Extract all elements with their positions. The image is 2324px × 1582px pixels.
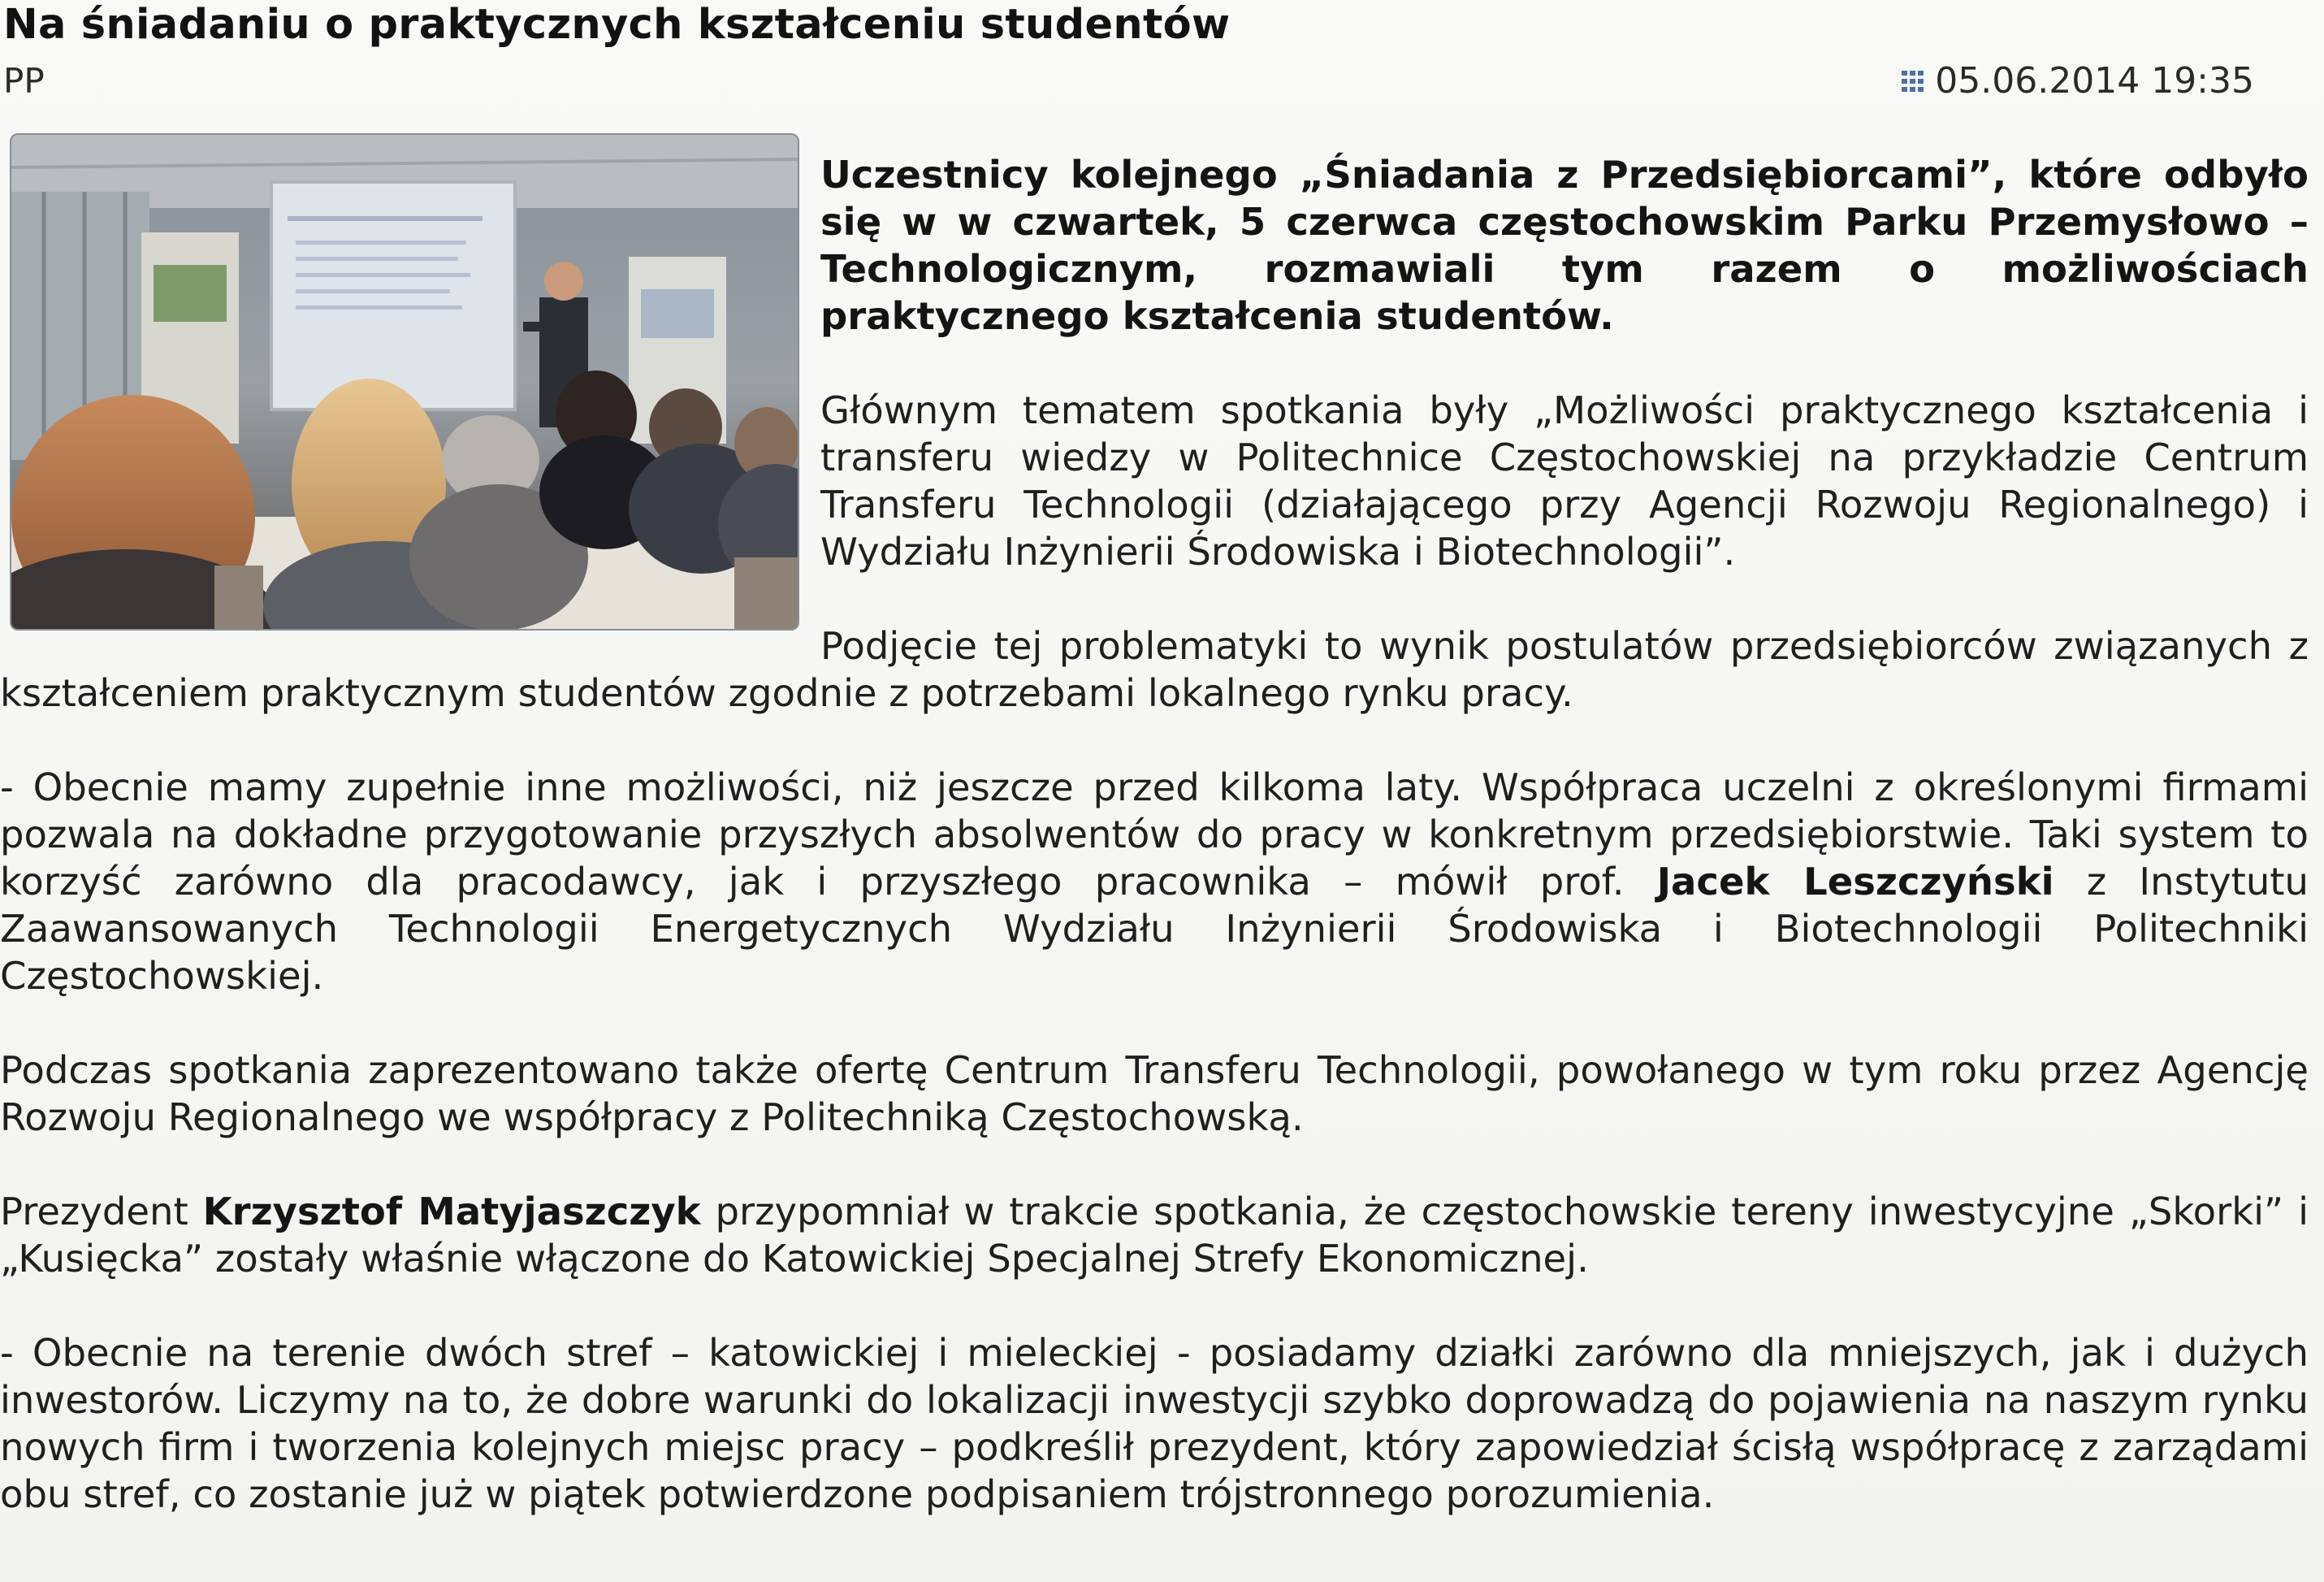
calendar-grid-icon	[1901, 69, 1925, 93]
person-name-matyjaszczyk: Krzysztof Matyjaszczyk	[202, 1190, 701, 1233]
article-author: PP	[3, 61, 45, 101]
article-paragraph-3	[0, 764, 2309, 999]
person-name-leszczynski: Jacek Leszczyński	[1656, 860, 2054, 904]
article-paragraph-2: Podjęcie tej problematyki to wynik postulatów przedsiębiorców związanych z kształceniem praktycznym studentów zgodnie z potrzebami lokalnego rynku pracy.	[0, 624, 2309, 715]
president-text: przypomniał w trakcie spotkania, że częstochowskie tereny inwestycyjne „Skorki” i „Kusięcka” zostały właśnie włączone do Katowickiej Specjalnej Strefy Ekonomicznej.	[0, 1190, 2309, 1281]
quote-text-2: z Instytutu Zaawansowanych Technologii Energetycznych Wydziału Inżynierii Środowiska i Biotechnologii Politechniki Częstochowskiej.	[0, 860, 2309, 998]
article-paragraph-1: Głównym tematem spotkania były „Możliwości praktycznego kształcenia i transferu wiedzy w Politechnice Częstochowskiej na przykładzie Centrum Transferu Technologii (działającego przy Agencji Rozwoju Regionalnego) i Wydziału Inżynierii Środowiska i Biotechnologii”.	[820, 388, 2309, 574]
photo-float-spacer	[0, 151, 820, 629]
president-intro: Prezydent	[0, 1190, 203, 1233]
article-dateline	[1901, 59, 2254, 104]
article-paragraph-6: - Obecnie na terenie dwóch stref – katowickiej i mieleckiej - posiadamy działki zarówno dla mniejszych, jak i dużych inwestorów. Liczymy na to, że dobre warunki do lokalizacji inwestycji szybko doprowadzą do pojawienia na naszym rynku nowych firm i tworzenia kolejnych miejsc pracy – podkreślił prezydent, który zapowiedział ścisłą współpracę z zarządami obu stref, co zostanie już w piątek potwierdzone podpisaniem trójstronnego porozumienia.	[0, 1331, 2309, 1516]
article-date: 05.06.2014 19:35	[1935, 60, 2254, 102]
article-body	[0, 151, 2309, 1565]
article-title: Na śniadaniu o praktycznych kształceniu studentów	[3, 1, 1231, 49]
article-paragraph-5	[0, 1188, 2309, 1282]
article-paragraph-4: Podczas spotkania zaprezentowano także ofertę Centrum Transferu Technologii, powołanego w tym roku przez Agencję Rozwoju Regionalnego we współpracy z Politechniką Częstochowską.	[0, 1048, 2309, 1139]
quote-text-1: - Obecnie mamy zupełnie inne możliwości, niż jeszcze przed kilkoma laty. Współpraca uczelni z określonymi firmami pozwala na dokładne przygotowanie przyszłych absolwentów do pracy w konkretnym przedsiębiorstwie. Taki system to korzyść zarówno dla pracodawcy, jak i przyszłego pracownika – mówił prof.	[0, 765, 2309, 904]
article-lead: Uczestnicy kolejnego „Śniadania z Przedsiębiorcami”, które odbyło się w w czwartek, 5 czerwca częstochowskim Parku Przemysłowo – Technologicznym, rozmawiali tym razem o możliwościach praktycznego kształcenia studentów.	[820, 153, 2309, 338]
